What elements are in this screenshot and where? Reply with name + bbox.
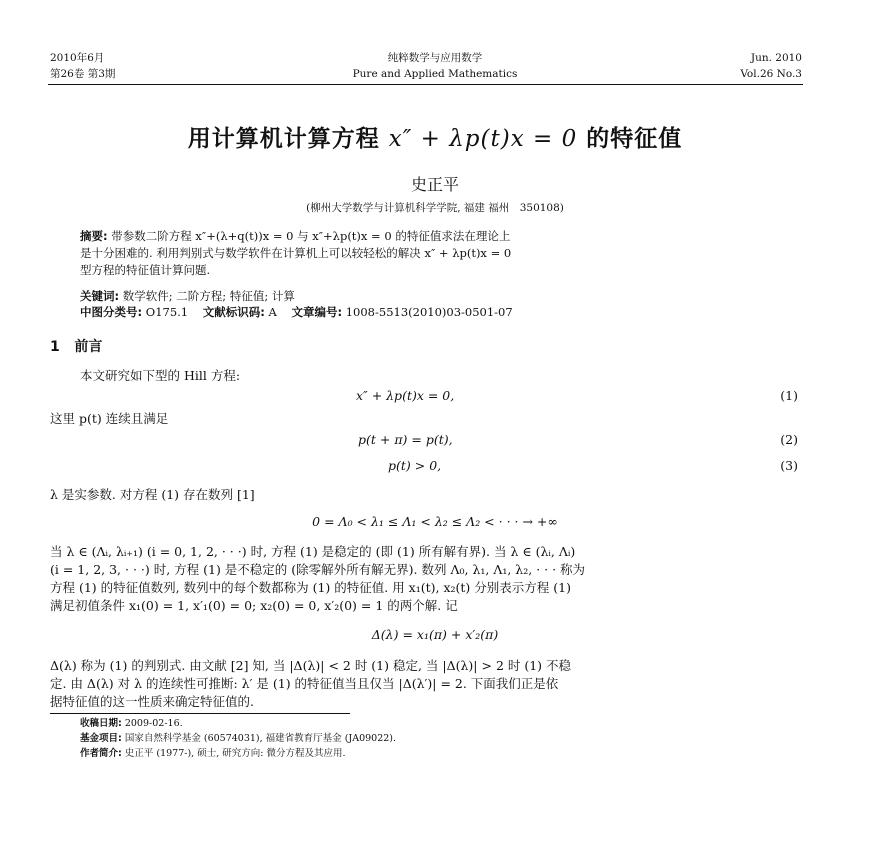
keywords-label: 关键词:: [80, 289, 120, 303]
article-no-label: 文章编号:: [291, 305, 343, 319]
journal-name-cn: 纯粹数学与应用数学: [387, 52, 483, 64]
paragraph-line: 当 λ ∈ (Λᵢ, λᵢ₊₁) (i = 0, 1, 2, · · ·) 时, 方程 (1) 是稳定的 (即 (1) 所有解有界). 当 λ ∈ (λᵢ, Λᵢ): [50, 544, 576, 559]
equation-2-number: (2): [780, 432, 798, 447]
author: 史正平: [410, 175, 459, 194]
journal-volume-en: Vol.26 No.3: [740, 68, 802, 80]
clc-value: O175.1: [145, 305, 189, 319]
abstract-line: 是十分困难的. 利用判别式与数学软件在计算机上可以较轻松的解决 x″ + λp(t)x = 0: [80, 246, 512, 260]
intro-text: 本文研究如下型的 Hill 方程:: [80, 368, 241, 383]
paper-title: [0, 120, 870, 153]
equation-3: p(t) > 0,: [388, 458, 442, 473]
paragraph-line: (i = 1, 2, 3, · · ·) 时, 方程 (1) 是不稳定的 (除零解外所有解无界). 数列 Λ₀, λ₁, Λ₁, λ₂, · · · 称为: [50, 562, 586, 577]
received-date: 2009-02-16.: [124, 718, 183, 729]
footnote-rule: [50, 713, 350, 714]
equation-3-number: (3): [780, 458, 798, 473]
title-suffix: 的特征值: [586, 126, 683, 152]
footnotes: [80, 716, 396, 761]
journal-name-en: Pure and Applied Mathematics: [352, 68, 518, 80]
title-formula: x″ + λp(t)x = 0: [388, 126, 578, 152]
keywords-text: 数学软件; 二阶方程; 特征值; 计算: [122, 289, 295, 303]
eigenvalue-sequence: 0 = Λ₀ < λ₁ ≤ Λ₁ < λ₂ ≤ Λ₂ < · · · → +∞: [312, 514, 558, 529]
paragraph-line: 据特征值的这一性质来确定特征值的.: [50, 694, 254, 709]
paragraph-line: 方程 (1) 的特征值数列, 数列中的每个数都称为 (1) 的特征值. 用 x₁(t), x₂(t) 分别表示方程 (1): [50, 580, 571, 595]
section-number: 1: [50, 339, 60, 355]
journal-date: 2010年6月: [50, 52, 105, 64]
abstract-line: 带参数二阶方程 x″+(λ+q(t))x = 0 与 x″+λp(t)x = 0 的特征值求法在理论上: [111, 229, 511, 243]
affiliation: (柳州大学数学与计算机科学学院, 福建 福州 350108): [306, 202, 564, 214]
lambda-text: λ 是实参数. 对方程 (1) 存在数列 [1]: [50, 487, 255, 502]
fund-label: 基金项目:: [80, 733, 122, 744]
journal-volume: 第26卷 第3期: [50, 68, 116, 80]
continuation-text: 这里 p(t) 连续且满足: [50, 411, 169, 426]
equation-1-number: (1): [780, 388, 798, 403]
header-rule: [48, 84, 803, 85]
paragraph-discriminant: [50, 657, 571, 711]
section-title: 前言: [74, 339, 103, 355]
fund-text: 国家自然科学基金 (60574031), 福建省教育厅基金 (JA09022).: [124, 733, 397, 744]
article-no-value: 1008-5513(2010)03-0501-07: [345, 305, 513, 319]
received-label: 收稿日期:: [80, 718, 122, 729]
journal-date-en: Jun. 2010: [750, 52, 802, 64]
paragraph-line: 满足初值条件 x₁(0) = 1, x′₁(0) = 0; x₂(0) = 0, x′₂(0) = 1 的两个解. 记: [50, 598, 458, 613]
bio-label: 作者简介:: [80, 748, 122, 759]
bio-text: 史正平 (1977-), 硕士, 研究方向: 微分方程及其应用.: [124, 748, 346, 759]
discriminant-equation: Δ(λ) = x₁(π) + x′₂(π): [371, 627, 499, 642]
equation-2: p(t + π) = p(t),: [358, 432, 453, 447]
classification: [80, 304, 513, 321]
keywords: [80, 288, 295, 305]
abstract-line: 型方程的特征值计算问题.: [80, 263, 211, 277]
section-heading: [50, 336, 102, 356]
equation-1: x″ + λp(t)x = 0,: [356, 388, 455, 403]
doc-code-value: A: [268, 305, 277, 319]
clc-label: 中图分类号:: [80, 305, 143, 319]
paragraph-line: 定. 由 Δ(λ) 对 λ 的连续性可推断: λ′ 是 (1) 的特征值当且仅当 |Δ(λ′)| = 2. 下面我们正是依: [50, 676, 559, 691]
paragraph-stability: [50, 543, 585, 615]
abstract-label: 摘要:: [80, 229, 108, 243]
doc-code-label: 文献标识码:: [202, 305, 265, 319]
paragraph-line: Δ(λ) 称为 (1) 的判别式. 由文献 [2] 知, 当 |Δ(λ)| < 2 时 (1) 稳定, 当 |Δ(λ)| > 2 时 (1) 不稳: [50, 658, 572, 673]
abstract: [80, 228, 511, 279]
title-prefix: 用计算机计算方程: [187, 126, 380, 152]
